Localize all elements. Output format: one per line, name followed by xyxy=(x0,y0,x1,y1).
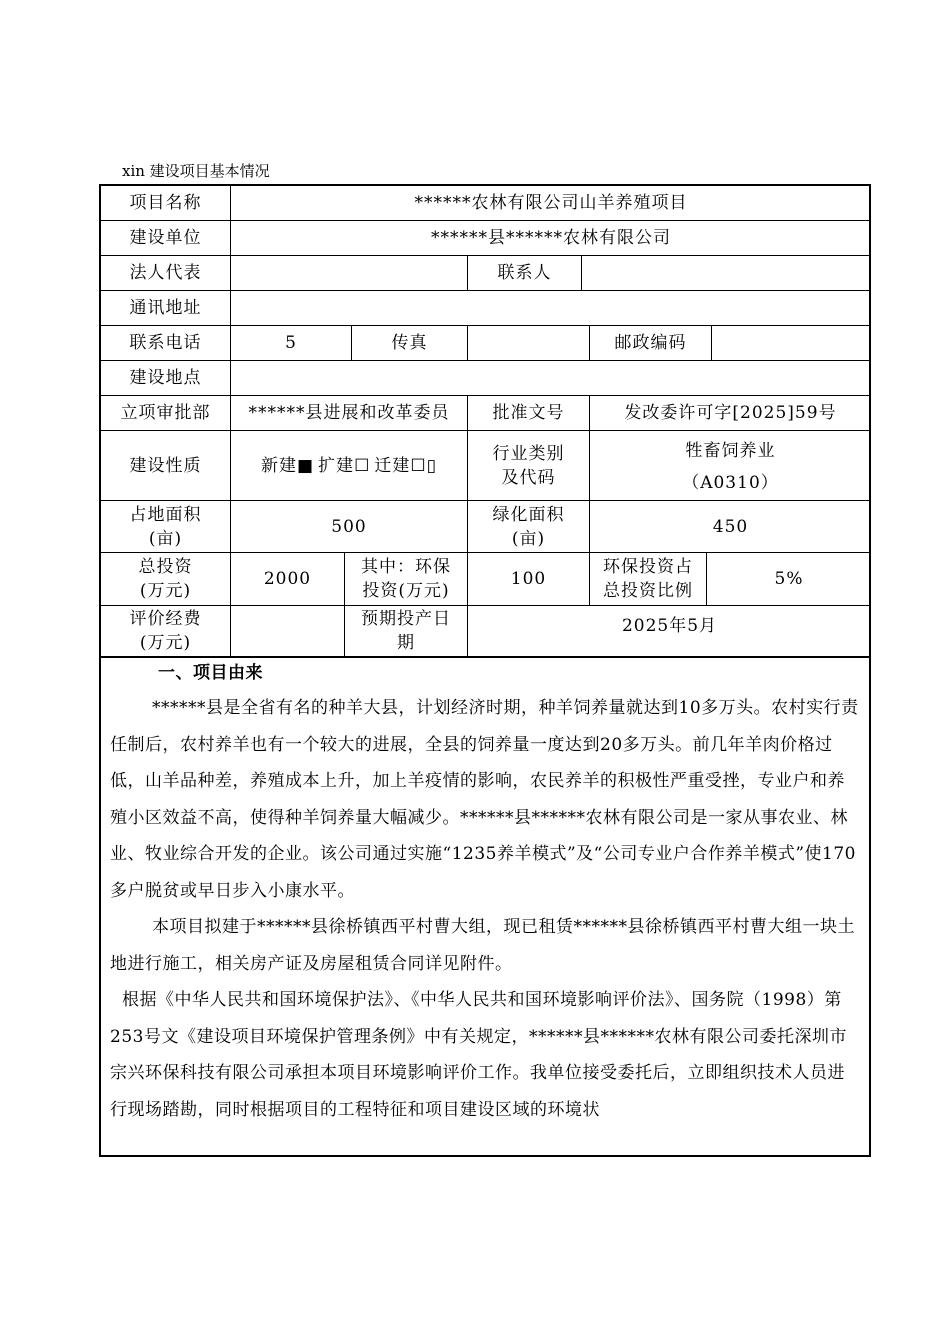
value-site xyxy=(231,361,871,396)
label-industry xyxy=(468,431,590,501)
label-industry-line2: 及代码 xyxy=(501,467,556,488)
label-env-investment-line2: 投资(万元) xyxy=(362,581,450,601)
label-production-date xyxy=(345,606,468,658)
label-production-date-line1: 预期投产日 xyxy=(361,609,451,629)
label-green-area-line2: (亩) xyxy=(511,528,546,549)
value-env-ratio: 5% xyxy=(707,553,871,606)
label-env-ratio-line1: 环保投资占 xyxy=(603,557,693,577)
label-contact: 联系人 xyxy=(468,256,582,291)
label-total-investment-line2: (万元) xyxy=(139,581,192,601)
label-env-ratio xyxy=(590,553,707,606)
value-eval-fee xyxy=(231,606,345,658)
label-industry-line1: 行业类别 xyxy=(492,443,565,464)
value-green-area: 450 xyxy=(590,501,871,553)
label-eval-fee-line2: (万元) xyxy=(139,633,192,653)
value-builder: ******县******农林有限公司 xyxy=(231,221,871,256)
label-land-area-line2: (亩) xyxy=(148,528,183,549)
label-eval-fee-line1: 评价经费 xyxy=(129,609,202,629)
paragraph-3: 根据《中华人民共和国环境保护法》、《中华人民共和国环境影响评价法》、国务院（1998）第253号文《建设项目环境保护管理条例》中有关规定，******县******农林有限公司委托深圳市宗兴环保科技有限公司承担本项目环境影响评价工作。我单位接受委托后，立即组织技术人员进行现场踏勘，同时根据项目的工程特征和项目建设区域的环境状 xyxy=(110,990,847,1120)
label-approval-dept: 立项审批部 xyxy=(101,396,231,431)
project-origin-section xyxy=(110,660,862,1128)
value-industry xyxy=(590,431,871,501)
value-industry-line1: 牲畜饲养业 xyxy=(685,441,776,461)
label-fax: 传真 xyxy=(352,326,468,361)
label-phone: 联系电话 xyxy=(101,326,231,361)
value-postcode xyxy=(712,326,871,361)
value-contact xyxy=(582,256,871,291)
label-env-ratio-line2: 总投资比例 xyxy=(603,581,693,601)
value-env-investment: 100 xyxy=(468,553,590,606)
table-caption: xin 建设项目基本情况 xyxy=(122,162,270,180)
label-builder: 建设单位 xyxy=(101,221,231,256)
section-heading: 一、项目由来 xyxy=(158,663,263,683)
label-env-investment xyxy=(345,553,468,606)
value-fax xyxy=(468,326,590,361)
paragraph-2: 本项目拟建于******县徐桥镇西平村曹大组，现已租赁******县徐桥镇西平村曹大组一块土地进行施工，相关房产证及房屋租赁合同详见附件。 xyxy=(110,917,855,974)
label-address: 通讯地址 xyxy=(101,291,231,326)
label-project-name: 项目名称 xyxy=(101,186,231,221)
value-total-investment: 2000 xyxy=(231,553,345,606)
label-site: 建设地点 xyxy=(101,361,231,396)
build-nature-options xyxy=(231,431,468,501)
value-legal-rep xyxy=(231,256,468,291)
option-expand-unchecked: 扩建☐ xyxy=(318,455,371,476)
value-approval-dept: ******县进展和改革委员 xyxy=(231,396,468,431)
paragraph-1: ******县是全省有名的种羊大县，计划经济时期，种羊饲养量就达到10多万头。农村实行责任制后，农村养羊也有一个较大的进展，全县的饲养量一度达到20多万头。前几年羊肉价格过低，山羊品种差，养殖成本上升，加上羊疫情的影响，农民养羊的积极性严重受挫，专业户和养殖小区效益不高，使得种羊饲养量大幅减少。******县******农林有限公司是一家从事农业、林业、牧业综合开发的企业。该公司通过实施“1235养羊模式”及“公司专业户合作养羊模式”使170多户脱贫或早日步入小康水平。 xyxy=(110,698,859,901)
label-build-nature: 建设性质 xyxy=(101,431,231,501)
value-production-date: 2025年5月 xyxy=(468,606,871,658)
label-green-area xyxy=(468,501,590,553)
value-approval-no: 发改委许可字[2025]59号 xyxy=(590,396,871,431)
label-eval-fee xyxy=(101,606,231,658)
value-land-area: 500 xyxy=(231,501,468,553)
label-production-date-line2: 期 xyxy=(397,633,415,653)
label-land-area xyxy=(101,501,231,553)
value-address xyxy=(231,291,871,326)
label-total-investment-line1: 总投资 xyxy=(138,557,193,577)
value-project-name: ******农林有限公司山羊养殖项目 xyxy=(231,186,871,221)
label-green-area-line1: 绿化面积 xyxy=(492,504,565,525)
label-env-investment-line1: 其中：环保 xyxy=(361,557,451,577)
option-new-checked: 新建■ xyxy=(261,455,315,476)
value-industry-line2: （A0310） xyxy=(682,473,779,493)
label-approval-no: 批准文号 xyxy=(468,396,590,431)
label-total-investment xyxy=(101,553,231,606)
label-land-area-line1: 占地面积 xyxy=(129,504,202,525)
label-postcode: 邮政编码 xyxy=(590,326,712,361)
label-legal-rep: 法人代表 xyxy=(101,256,231,291)
option-move-unchecked: 迁建☐▯ xyxy=(374,455,437,476)
value-phone: 5 xyxy=(231,326,352,361)
